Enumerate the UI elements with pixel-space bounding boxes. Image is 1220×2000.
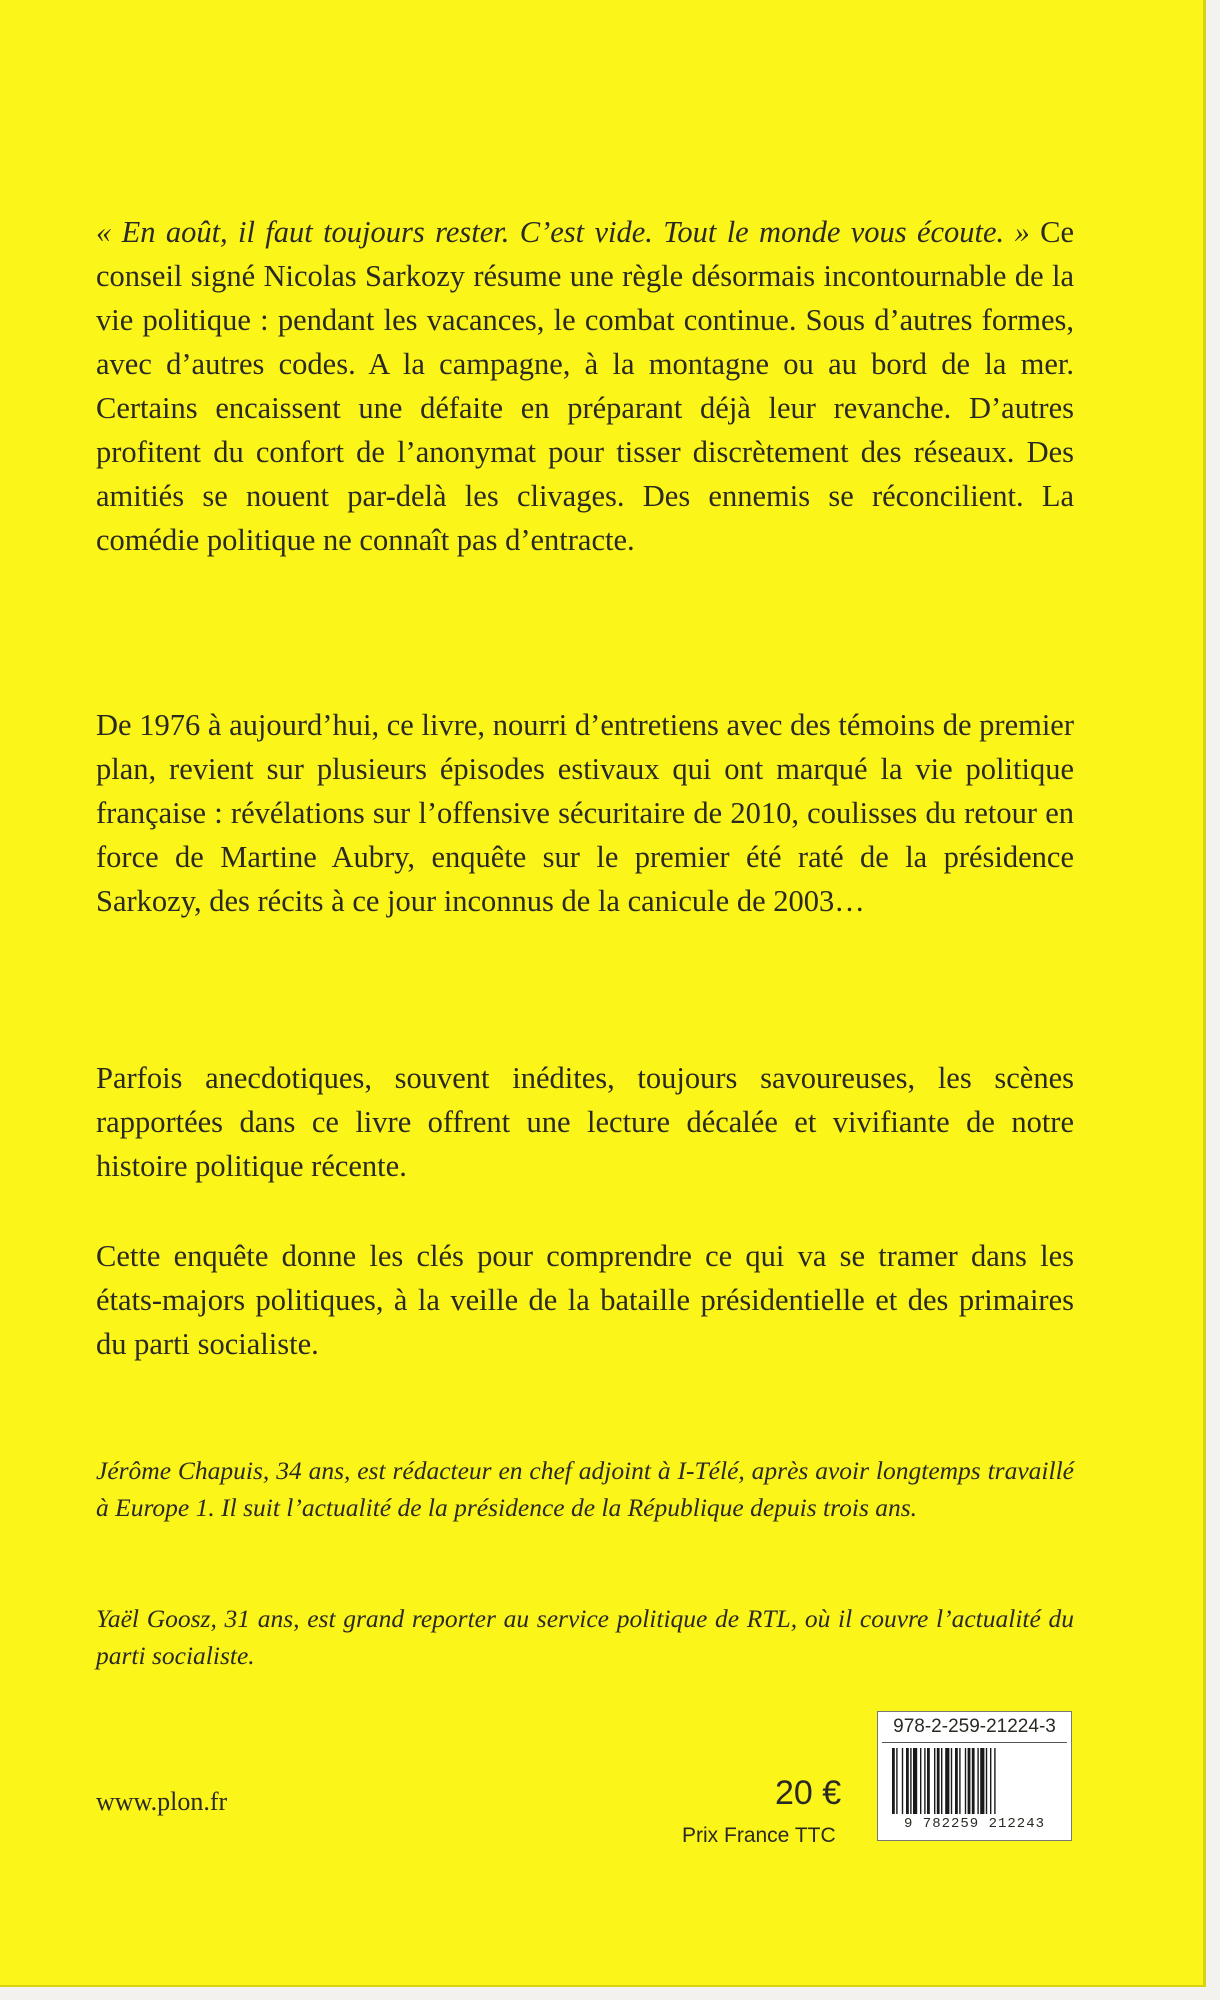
barcode-bar <box>959 1748 960 1814</box>
blurb-paragraph-1 <box>96 210 1074 562</box>
barcode-bar <box>951 1748 952 1814</box>
barcode-bar <box>955 1748 958 1814</box>
barcode-bar <box>965 1748 966 1814</box>
barcode-label <box>877 1711 1072 1841</box>
barcode-bar <box>927 1748 930 1814</box>
barcode-bar <box>892 1748 895 1814</box>
isbn-divider <box>882 1742 1067 1743</box>
barcode-bar <box>906 1748 909 1814</box>
barcode-bar <box>977 1748 978 1814</box>
barcode-bar <box>990 1748 991 1814</box>
barcode-bar <box>980 1748 984 1814</box>
barcode-bar <box>934 1748 935 1814</box>
price: 20 € <box>775 1774 842 1812</box>
barcode-bar <box>968 1748 971 1814</box>
opening-quote: « En août, il faut toujours rester. C’est vide. Tout le monde vous écoute. » <box>96 215 1030 249</box>
isbn-number: 978-2-259-21224-3 <box>893 1716 1056 1737</box>
barcode-bar <box>910 1748 911 1814</box>
author-bio-chapuis: Jérôme Chapuis, 34 ans, est rédacteur en chef adjoint à I-Télé, après avoir longtemps travaillé à Europe 1. Il suit l’actualité de la présidence de la République depuis trois ans. <box>96 1456 1074 1522</box>
blurb-paragraph-4: Cette enquête donne les clés pour comprendre ce qui va se tramer dans les états-majors politiques, à la veille de la bataille présidentielle et des primaires du parti socialiste. <box>96 1239 1074 1361</box>
barcode-bar <box>896 1748 897 1814</box>
barcode-bar <box>986 1748 987 1814</box>
barcode-bar <box>902 1748 903 1814</box>
barcode-bar <box>913 1748 917 1814</box>
barcode-bar <box>920 1748 921 1814</box>
barcode-bar <box>937 1748 940 1814</box>
author-bio-goosz: Yaël Goosz, 31 ans, est grand reporter au service politique de RTL, où il couvre l’actualité du parti socialiste. <box>96 1604 1074 1670</box>
barcode-bar <box>941 1748 942 1814</box>
barcode-bars-icon <box>892 1748 1057 1814</box>
barcode-digits: 9 782259 212243 <box>903 1816 1046 1832</box>
blurb-paragraph-3: Parfois anecdotiques, souvent inédites, toujours savoureuses, les scènes rapportées dans ce livre offrent une lecture décalée et vivifiante de notre histoire politique récente. <box>96 1061 1074 1183</box>
publisher-website: www.plon.fr <box>96 1787 228 1816</box>
barcode-bar <box>924 1748 925 1814</box>
price-label: Prix France TTC <box>682 1824 836 1847</box>
blurb-paragraph-1-text: Ce conseil signé Nicolas Sarkozy résume une règle désormais incontournable de la vie politique : pendant les vacances, le combat continue. Sous d’autres formes, avec d’autres codes. A la campagne, à la montagne ou au bord de la mer. Certains encaissent une défaite en préparant déjà leur revanche. D’autres profitent du confort de l’anonymat pour tisser discrètement des réseaux. Des amitiés se nouent par-delà les clivages. Des ennemis se réconcilient. La comédie politique ne connaît pas d’entracte. <box>96 215 1074 557</box>
barcode-bar <box>972 1748 975 1814</box>
barcode-bar <box>994 1748 995 1814</box>
barcode-bar <box>945 1748 949 1814</box>
blurb-paragraph-2: De 1976 à aujourd’hui, ce livre, nourri d’entretiens avec des témoins de premier plan, revient sur plusieurs épisodes estivaux qui ont marqué la vie politique française : révélations sur l’offensive sécuritaire de 2010, coulisses du retour en force de Martine Aubry, enquête sur le premier été raté de la présidence Sarkozy, des récits à ce jour inconnus de la canicule de 2003… <box>96 708 1074 918</box>
